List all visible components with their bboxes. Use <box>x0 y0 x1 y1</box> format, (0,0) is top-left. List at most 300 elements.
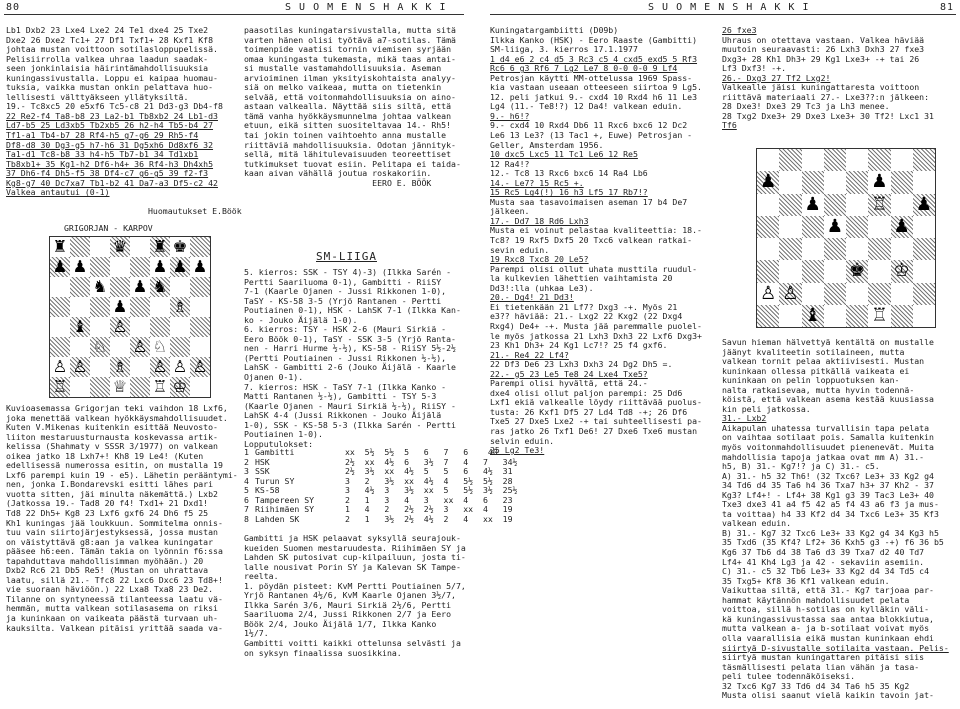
chess-piece-icon: ♘ <box>152 337 168 356</box>
table-rank: 6 <box>244 494 249 505</box>
text-line: 22 Df3 De6 23 Lxh3 Dxh3 24 Dg2 Dh5 =. <box>490 359 673 370</box>
text-line: nen - Harri Hurme ½-½), KS-58 - RiiSY 5½-2½ <box>244 343 456 354</box>
text-line: 1 d4 e6 2 c4 d5 3 Rc3 c5 4 cxd5 exd5 5 Rf3 <box>490 53 698 64</box>
board-square <box>50 277 70 297</box>
board-square <box>70 297 90 317</box>
text-line: paasotilas kuningatarsivustalla, mutta sitä <box>244 25 456 35</box>
board-square <box>110 337 130 357</box>
text-line: johtaa mustan voittoon sotilasloppupelissä. <box>6 44 218 55</box>
board-square <box>130 237 150 257</box>
text-line: siä on melko vaikeaa, mutta on tietenkin <box>244 82 442 93</box>
text-line: tusta: 26 Kxf1 Df5 27 Ld4 Td8 -+; 26 Df6 <box>490 406 688 417</box>
chess-piece-icon: ♘ <box>92 337 108 356</box>
text-line: Petrosjan käytti MM-ottelussa 1969 Spass- <box>490 72 693 83</box>
text-line: riittäviä mahdollisuuksia. Odotan jännityk- <box>244 139 456 150</box>
text-line: kauksilta. Valkean pitäisi yrittää saada va- <box>6 622 223 633</box>
text-line: Eero Böök 0-1), TaSY - SSK 3-5 (Yrjö Ranta- <box>244 333 456 344</box>
chess-piece-icon: ♗ <box>172 297 188 316</box>
chess-piece-icon: ♟ <box>72 257 88 276</box>
chess-piece-icon: ♚ <box>172 237 188 256</box>
board-square <box>779 194 801 216</box>
chess-piece-icon: ♖ <box>152 377 168 396</box>
board-square <box>130 357 150 377</box>
text-line: Dxe2 26 Dxe2 Tc1+ 27 Df1 Txf1+ 28 Kxf1 Kf8 <box>6 34 214 45</box>
board-square <box>50 297 70 317</box>
text-line: (Jatkossa 19.- Tad8 20 f4! Txd1+ 21 Dxd1! <box>6 498 209 509</box>
table-scores: 2 1 3 4 3 xx 4 6 23 <box>344 494 513 505</box>
text-line: B) 31.- Kg7 32 Txc6 Le3+ 33 Kg2 g4 34 Kg3 h5 <box>722 527 939 538</box>
chess-piece-icon: ♔ <box>172 377 188 396</box>
chess-piece-icon: ♟ <box>112 297 128 316</box>
text-line: 10 dxc5 Lxc5 11 Tc1 Le6 12 Re5 <box>490 149 638 160</box>
text-line: jäänyt kvaliteetin sotilaineen, mutta <box>722 346 905 357</box>
table-team: Lahden SK <box>254 513 300 524</box>
board-square <box>779 238 801 260</box>
board-square <box>130 257 150 277</box>
text-line: arvioiminen ilman yksityiskohtaista analyy- <box>244 72 456 83</box>
board-square <box>913 283 935 305</box>
text-line: Ta1-d1 Tc8-b8 33 h4-h5 Tb7-b1 34 Td1xb1 <box>6 149 199 160</box>
text-line: olla vaarallisia eikä mustan kuninkaan ehdi <box>722 632 934 643</box>
text-line: 12 Ra4!? <box>490 158 530 169</box>
table-rank: 2 <box>244 456 249 467</box>
text-line: Kg3? Lf4+! - Lf4+ 38 Kg1 g3 39 Tac3 Le3+ 40 <box>722 489 934 500</box>
text-line: on väistyttävä g8:aan ja valkea kuningatar <box>6 536 214 547</box>
chess-piece-icon: ♛ <box>112 237 128 256</box>
text-line: 7. kierros: HSK - TaSY 7-1 (Ilkka Kanko - <box>244 381 447 392</box>
table-rank: 8 <box>244 513 249 524</box>
board-square <box>802 149 824 171</box>
board-square <box>913 216 935 238</box>
board-square <box>170 277 190 297</box>
chess-piece-icon: ♟ <box>132 277 148 296</box>
text-line: 28 Txg2 Dxe3+ 29 Dxe3 Lxe3+ 30 Tf2! Lxc1 31 <box>722 110 934 121</box>
chess-piece-icon: ♖ <box>871 304 888 326</box>
chess-diagram-2 <box>756 148 936 328</box>
text-line: Vaikuttaa siltä, että 31.- Kg7 tarjoaa par- <box>722 585 934 596</box>
text-line: Poutiainen 0-1), HSK - LahSK 7-1 (Ilkka Kan- <box>244 305 461 316</box>
text-line: Musta olisi saanut vielä kaikin tavoin jat- <box>722 690 934 701</box>
chess-diagram-1 <box>49 236 211 398</box>
text-line: Kuvioasemassa Grigorjan teki vaihdon 18 Lxf6, <box>6 403 228 413</box>
board-square <box>891 149 913 171</box>
text-line: 12.- Tc8 13 Rxc6 bxc6 14 Ra4 Lb6 <box>490 168 648 179</box>
board-square <box>846 149 868 171</box>
text-line: Txe3 dxe3 41 a4 f5 42 a5 f4 43 a6 f3 ja mus- <box>722 499 939 510</box>
game-notes-analysis <box>722 338 956 706</box>
text-line: Valkea antautui (0-1) <box>6 187 110 198</box>
text-line: Lahden SK putosivat cup-kilpailuun, josta ti- <box>244 552 466 563</box>
text-line: valkean eduin. <box>722 518 792 529</box>
board-square <box>150 317 170 337</box>
chess-piece-icon: ♙ <box>759 282 777 304</box>
text-line: 21.- Re4 22 Lf4? <box>490 349 569 360</box>
board-square <box>757 238 779 260</box>
text-line: valkean tornit pelaa aktiivisesti. Mustan <box>722 356 925 367</box>
board-square <box>110 257 130 277</box>
table-scores: 2½ 3½ xx 4½ 5 5 6 4½ 31 <box>344 466 513 477</box>
text-line: Tf1-a1 Tb4-b7 28 Rf4-h5 g7-g6 29 Rh5-f4 <box>6 130 199 141</box>
text-line: on syksyn finaalissa suosikkina. <box>244 647 402 658</box>
table-scores: 1 4 2 2½ 2½ 3 xx 4 19 <box>344 504 513 515</box>
chess-piece-icon: ♙ <box>172 357 188 376</box>
board-square <box>757 260 779 282</box>
table-scores: 2 1 3½ 2½ 4½ 2 4 xx 19 <box>344 513 513 524</box>
board-square <box>50 317 70 337</box>
text-line: kuninkaan ollessa pitkällä vaikeata ei <box>722 365 910 376</box>
board-square <box>824 238 846 260</box>
text-line: Lb1 Dxb2 23 Lxe4 Lxe2 24 Te1 dxe4 25 Txe2 <box>6 25 209 35</box>
table-scores: xx 5½ 5½ 5 6 7 6 40 <box>344 447 498 457</box>
text-line: muutoin seuraavasti: 26 Lxh3 Dxh3 27 fxe3 <box>722 44 925 55</box>
board-square <box>891 283 913 305</box>
text-line: tämä vanha hyökkäysmunnelma johtaa valkean <box>244 110 452 121</box>
board-square <box>802 283 824 305</box>
chess-piece-icon: ♕ <box>112 377 128 396</box>
text-line: Lg4 (11.- Te8!?) 12 Da4! valkean eduin. <box>490 101 683 112</box>
text-line: vie suoraan häviöön.) 22 Lxa8 Txa8 23 De2. <box>6 584 214 595</box>
text-line: Td8 22 Dh5+ Kg8 23 Lxf6 gxf6 24 Dh6 f5 25 <box>6 508 209 519</box>
board-square <box>170 337 190 357</box>
running-title-left: S U O M E N S H A K K I <box>285 2 447 13</box>
text-line: Parempi olisi hyvältä, että 24.- <box>490 378 648 389</box>
table-scores: 2½ xx 4½ 6 3½ 7 4 7 34½ <box>344 456 518 467</box>
text-line: Böök 2/4, Jouko Äijälä 1/7, Ilkka Kanko <box>244 618 437 629</box>
board-square <box>868 238 890 260</box>
text-line: 5. kierros: SSK - TSY 4)-3) (Ilkka Sarén - <box>244 267 452 277</box>
chess-piece-icon: ♟ <box>804 193 821 215</box>
board-square <box>802 260 824 282</box>
board-square <box>913 149 935 171</box>
board-square <box>190 297 210 317</box>
board-square <box>824 305 846 327</box>
text-line: 19 Rxc8 Txc8 20 Le5? <box>490 254 589 265</box>
text-line: Musta saa tasavoimaisen aseman 17 b4 De7 <box>490 196 688 207</box>
text-line: 9.- cxd4 10 Rxd4 Db6 11 Rxc6 bxc6 12 Dc2 <box>490 120 688 131</box>
text-line: 22.- g5 23 Le5 Te8 24 Lxe4 Txe5? <box>490 368 648 379</box>
chess-piece-icon: ♙ <box>132 337 148 356</box>
text-line: Lopputulokset: <box>244 438 314 449</box>
table-team: KS-58 <box>254 485 280 496</box>
board-square <box>90 237 110 257</box>
text-line: Pertti Saariluoma 0-1), Gambitti - RiiSY <box>244 276 442 287</box>
text-line: varten hänen olisi työtävä a7-sotilas. Tämä <box>244 34 456 45</box>
text-line: SM-liiga, 3. kierros 17.1.1977 <box>490 44 638 55</box>
chess-piece-icon: ♟ <box>915 193 933 215</box>
text-line: Kg8-g7 40 Dc7xa7 Tb1-b2 41 Da7-a3 Df5-c2 42 <box>6 177 218 188</box>
text-line: 37 Dh6-f4 Dh5-f5 38 Df4-c7 g6-g5 39 f2-f3 <box>6 168 209 179</box>
text-line: kin peli jatkossa. <box>722 403 811 414</box>
text-line: oikea jatko 18 Lxh7+! Kh8 19 Le4! (Kuten <box>6 450 204 461</box>
text-line: Saariluoma 2/4, Jussi Rikkonen 2/7 ja Eero <box>244 609 452 620</box>
text-line: 1½/7. <box>244 628 269 639</box>
text-line: 1-0), SSK - KS-58 5-3 (Ilkka Sarén - Pertti <box>244 419 456 430</box>
chess-piece-icon: ♟ <box>192 257 208 276</box>
text-line: Df8-d8 30 Dg3-g5 h7-h6 31 Dg5xh6 Dd8xf6 32 <box>6 139 214 150</box>
text-line: nen, jonka I.Bondarevski esitti lähes pari <box>6 479 214 490</box>
text-line: (Kaarle Ojanen - Mauri Sirkiä ½-½), RiiSY - <box>244 400 456 411</box>
text-line: nalta ratkaisevaa, mutta hyvin todennä- <box>722 384 915 395</box>
text-line: 14.- Le7? 15 Rc5 +. <box>490 177 584 188</box>
text-line: edellisessä numerossa esitin, on mustalla 19 <box>6 460 223 471</box>
board-square <box>868 260 890 282</box>
text-line: Txe5 27 Dxe5 Lxe2 -+ tai suhteellisesti pa- <box>490 416 702 427</box>
board-square <box>891 238 913 260</box>
board-square <box>913 238 935 260</box>
text-line: h5, B) 31.- Kg7!? ja C) 31.- c5. <box>722 461 880 472</box>
text-line: kuninkaan on pelin loppuotuksen kan- <box>722 375 900 386</box>
text-line: Dxb2 Rc6 21 Db5 Re5! (Mustan on uhrattava <box>6 565 209 576</box>
page-number-left: 80 <box>6 2 21 13</box>
board-square <box>891 305 913 327</box>
game-notes-kanko-raaste <box>490 26 712 706</box>
chess-piece-icon: ♟ <box>52 257 68 276</box>
board-square <box>110 277 130 297</box>
text-line: le myös jatkossa 21 Lxh3 Dxh3 22 Lxf6 Dxg3+ <box>490 330 702 341</box>
board-square <box>891 171 913 193</box>
text-line: siirtyä D-sivustalle sotilaita vastaan. Pelis- <box>722 642 949 653</box>
board-square <box>824 283 846 305</box>
chess-piece-icon: ♜ <box>152 237 168 256</box>
text-line: Dd3!:lla (uhkaa Le3). <box>490 282 594 293</box>
table-row <box>244 513 513 525</box>
text-line: siirtyä mustan kuningattaren pitäisi siis <box>722 652 925 663</box>
text-line: lalle nousivat Porin SY ja Kalevan SK Tampe- <box>244 561 461 572</box>
board-square <box>130 377 150 397</box>
board-square <box>868 149 890 171</box>
text-line: reelta. <box>244 571 279 582</box>
game-notes-continued <box>722 26 956 136</box>
text-line: 6. kierros: TSY - HSK 2-6 (Mauri Sirkiä - <box>244 324 447 335</box>
text-line: omaa kuningasta tukemasta, mikä taas antai- <box>244 53 456 64</box>
text-line: myös voitonmahdollisuudet pienenevät. Muita <box>722 442 934 453</box>
game-notes-top <box>6 26 234 201</box>
text-line: 1. pöydän pisteet: KvM Pertti Poutiainen 5/7, <box>244 580 466 591</box>
board-square <box>779 216 801 238</box>
text-line: 9.- h6!? <box>490 110 530 121</box>
text-line: Ei tietenkään 21 Lf7? Dxg3 -+. Myös 21 <box>490 301 678 312</box>
text-line: 35 Txg5+ Kf8 36 Kf1 valkean eduin. <box>722 575 890 586</box>
text-line: C) 31.- c5 32 Tb6 Le3+ 33 Kg2 d4 34 Td5 c4 <box>722 566 930 577</box>
chess-piece-icon: ♟ <box>759 171 777 193</box>
text-line: Ilkka Sarén 3/6, Mauri Sirkiä 2½/6, Pertti <box>244 599 452 610</box>
table-rank: 4 <box>244 475 249 486</box>
text-line: EERO E. BÖÖK <box>244 177 432 188</box>
table-scores: 3 4½ 3 3½ xx 5 5½ 3½ 25½ <box>344 485 518 496</box>
text-line: voittoa, sillä h-sotilas on kylläkin väli- <box>722 604 930 615</box>
table-rank: 1 <box>244 447 249 457</box>
text-line: A) 31.- h5 32 Th6! (32 Txc6? Le3+ 33 Kg2 g4 <box>722 470 934 481</box>
chess-piece-icon: ♞ <box>92 277 108 296</box>
board-square <box>70 277 90 297</box>
text-line: 32 Txc6 Kg7 33 Td6 d4 34 Ta6 h5 35 Kg2 <box>722 680 910 691</box>
board-square <box>190 337 210 357</box>
board-square <box>913 305 935 327</box>
text-line: 35 Txd6 (35 Kf4? Lf2+ 36 Kxh5 g3 -+) f6 36 b5 <box>722 537 944 548</box>
text-line: lellisesti välttyäkseen yllätyksiltä. <box>6 91 189 102</box>
board-square <box>90 377 110 397</box>
text-line: 34 Td6 d4 35 Ta6 h4 36 Txa7 h3+ 37 Kh2 - 37 <box>722 480 934 491</box>
annotator-signature: Huomautukset E.Böök <box>148 206 242 216</box>
text-line: LahSK 4-4 (Jussi Rikkonen - Jouko Äijälä <box>244 410 442 421</box>
text-line: Pelisiirrolla valkea uhraa laadun saadak- <box>6 53 209 64</box>
text-line: dxe4 olisi ollut paljon parempi: 25 Dd6 <box>490 387 683 398</box>
chess-piece-icon: ♗ <box>112 357 128 376</box>
text-line: LahSK - Gambitti 2-6 (Jouko Äijälä - Kaarle <box>244 362 456 373</box>
board-square <box>779 171 801 193</box>
text-line: Lxf6 parempi kuin 19 - e5). Lähetin perääntymi- <box>6 469 238 480</box>
board-square <box>150 297 170 317</box>
board-square <box>90 317 110 337</box>
text-line: Tb8xb1+ 35 Kg1-h2 Df6-h4+ 36 Rf4-h3 Dh4xh5 <box>6 158 214 169</box>
text-line: ta voittaa) h4 33 Kf2 d4 34 Txc6 Le3+ 35 Kf3 <box>722 508 939 519</box>
board-square <box>802 216 824 238</box>
chess-piece-icon: ♖ <box>52 377 68 396</box>
text-line: Rxg4) De4+ -+. Musta jää paremmalle puolel- <box>490 320 702 331</box>
chess-piece-icon: ♝ <box>804 304 821 326</box>
text-line: Lxf1 ekiä valkealle löydy riittävää puolus- <box>490 397 702 408</box>
table-rank: 5 <box>244 485 249 496</box>
board-square <box>846 171 868 193</box>
text-line: Poutiainen 1-0). <box>244 429 323 440</box>
text-line: Savun hieman hälvettyä kentältä on mustalle <box>722 337 934 347</box>
text-line: kelissa (Shahmaty v SSSR 3/1977) on valkean <box>6 441 218 452</box>
text-line: 7-1 (Kaarle Ojanen - Jussi Rikkonen 1-0), <box>244 286 447 297</box>
text-line: kia vastaan useaan otteeseen siirtoa 9 Lg5. <box>490 82 702 93</box>
text-line: 22 Re2-f4 Ta8-b8 23 La2-b1 Tb8xb2 24 Lb1-d3 <box>6 110 218 121</box>
table-rank: 7 <box>244 504 249 515</box>
text-line: 23 Kh1 Dh3+ 24 Kg1 Lc7!? 25 f4 gxf6. <box>490 340 668 351</box>
text-line: astaan valkealla. Näyttää siis siltä, että <box>244 101 452 112</box>
board-square <box>824 149 846 171</box>
text-line: tutkimukset tuovat esiin. Pelitapa ei taida- <box>244 158 461 169</box>
board-square <box>757 194 779 216</box>
chess-piece-icon: ♙ <box>192 357 208 376</box>
text-line: liiton mestaruusturnausta koskevassa artik- <box>6 431 218 442</box>
text-line: Musta ei voinut pelastaa kvaliteettia: 18.- <box>490 225 702 236</box>
chess-piece-icon: ♞ <box>152 277 168 296</box>
board-square <box>846 216 868 238</box>
text-line: kaan aivan vähällä joutua roskakoriin. <box>244 168 432 179</box>
text-line: TaSY - KS-58 3-5 (Yrjö Rantanen - Pertti <box>244 295 442 306</box>
board-square <box>779 149 801 171</box>
text-line: Dxg3+ 28 Kh1 Dh3+ 29 Kg1 Lxe3+ -+ tai 26 <box>722 53 920 64</box>
text-line: Rc6 6 g3 Rf6 7 Lg2 Le7 8 0-0 0-0 9 Lf4 <box>490 63 678 74</box>
game-title: GRIGORJAN - KARPOV <box>64 223 153 233</box>
standings-table <box>244 447 518 528</box>
chess-piece-icon: ♟ <box>893 215 910 237</box>
text-line: 19.- Tc8xc5 20 e5xf6 Tc5-c8 21 Dd3-g3 Db4-f8 <box>6 101 223 112</box>
text-line: Geller, Amsterdam 1956. <box>490 139 604 150</box>
text-line: sevin eduin. <box>490 244 550 255</box>
board-square <box>846 194 868 216</box>
table-team: Turun SY <box>254 475 295 486</box>
text-line: laatu, sillä 21.- Tfc8 22 Lxc6 Dxc6 23 Td8+! <box>6 574 223 585</box>
board-square <box>868 216 890 238</box>
text-line: joka menettää valkean hyökkäysmahdollisuudet. <box>6 412 228 423</box>
table-team: Tampereen SY <box>254 494 315 505</box>
board-square <box>130 297 150 317</box>
text-line: (Pertti Poutiainen - Jussi Rikkonen ½-½), <box>244 352 447 363</box>
board-square <box>70 337 90 357</box>
text-line: Lf3 Dxf3! -+. <box>722 63 787 74</box>
text-line: 25 Lg2 Te3! <box>490 445 545 456</box>
text-line: tuksia, vaikka mustan onkin pelattava huo- <box>6 82 214 93</box>
commentary-continued <box>244 26 472 191</box>
text-line: Parempi olisi ollut uhata musttila ruudul- <box>490 263 698 274</box>
text-line: kueiden Suomen mestaruudesta. Riihimäen SY ja <box>244 542 466 553</box>
board-square <box>846 238 868 260</box>
text-line: riittävä materiaali 27.- Lxe3??:n jälkeen: <box>722 91 930 102</box>
text-line: Ilkka Kanko (HSK) - Eero Raaste (Gambitti) <box>490 34 698 45</box>
board-square <box>190 277 210 297</box>
text-line: Aikapulan uhatessa turvallisin tapa pelata <box>722 422 930 433</box>
text-line: Kh1 kuningas jää loukkuun. Sommitelma onnis- <box>6 517 223 528</box>
text-line: Lf4+ 41 Kh4 Lg3 ja 42 - sekaviin asemiin. <box>722 556 925 567</box>
chess-piece-icon: ♟ <box>871 171 888 193</box>
text-line: Kuten V.Mikenas kuitenkin esittää Neuvosto- <box>6 422 218 433</box>
board-square <box>90 357 110 377</box>
text-line: selvin eduin. <box>490 435 555 446</box>
text-line: Valkealle jäisi kuningattaresta voittoon <box>722 82 920 93</box>
table-scores: 3 2 3½ xx 4½ 4 5½ 5½ 28 <box>344 475 513 486</box>
chess-piece-icon: ♟ <box>172 257 188 276</box>
header-rule-left <box>4 14 464 15</box>
text-line: 26 fxe3 <box>722 25 757 35</box>
text-line: si mustalle vastamahdollisuuksia. Aseman <box>244 63 442 74</box>
text-line: seen jonkinlaisia häirintämahdollisuuksia <box>6 63 209 74</box>
table-rank: 3 <box>244 466 249 477</box>
text-line: Gambitti ja HSK pelaavat syksyllä seurajouk- <box>244 533 461 543</box>
board-square <box>779 260 801 282</box>
text-line: 12. peli jatkui 9.- cxd4 10 Rxd4 h6 11 Le3 <box>490 91 698 102</box>
league-summary <box>244 534 472 706</box>
board-square <box>70 237 90 257</box>
board-square <box>90 257 110 277</box>
text-line: peli tulee todennäköiseksi. <box>722 671 856 682</box>
text-line: hammat käytännön mahdollisuudet pelata <box>722 594 910 605</box>
text-line: Gambitti voitti kaikki ottelunsa selvästi ja <box>244 638 461 649</box>
text-line: tapahduttava mahdollisimman myöhään.) 20 <box>6 555 204 566</box>
board-square <box>802 171 824 193</box>
text-line: e3?? häviää: 21.- Lxg2 22 Kxg2 (22 Dxg4 <box>490 311 683 322</box>
text-line: mutta valkean a- ja b-sotilaat voivat myös <box>722 623 930 634</box>
running-title-right: S U O M E N S H A K K I <box>648 2 810 13</box>
text-line: 15 Rc5 Lg4(!) 16 h3 Lf5 17 Rb7!? <box>490 187 648 198</box>
board-square <box>190 377 210 397</box>
board-square <box>891 194 913 216</box>
text-line: toimenpide vaatisi tornin viemisen syrjään <box>244 44 452 55</box>
text-line: ko - Jouko Äijälä 1-0). <box>244 314 358 325</box>
text-line: etuun, eikä sitten suositeltavaa 14.- Rh5! <box>244 120 452 131</box>
chess-piece-icon: ♟ <box>826 215 844 237</box>
chess-piece-icon: ♝ <box>72 317 88 336</box>
board-square <box>70 377 90 397</box>
chess-piece-icon: ♙ <box>112 317 128 336</box>
table-team: Riihimäen SY <box>254 504 315 515</box>
chess-piece-icon: ♚ <box>848 260 866 282</box>
chess-piece-icon: ♜ <box>52 237 68 256</box>
board-square <box>90 297 110 317</box>
board-square <box>913 260 935 282</box>
board-square <box>868 283 890 305</box>
board-square <box>846 283 868 305</box>
board-square <box>824 194 846 216</box>
text-line: Kg6 37 Tb6 d4 38 Ta6 d3 39 Txa7 d2 40 Td7 <box>722 547 925 558</box>
text-line: kuningassivustalla. Loppu ei kaipaa huomau- <box>6 72 218 83</box>
chess-piece-icon: ♙ <box>72 357 88 376</box>
text-line: 17.- Dd7 18 Rd6 Lxh3 <box>490 215 589 226</box>
